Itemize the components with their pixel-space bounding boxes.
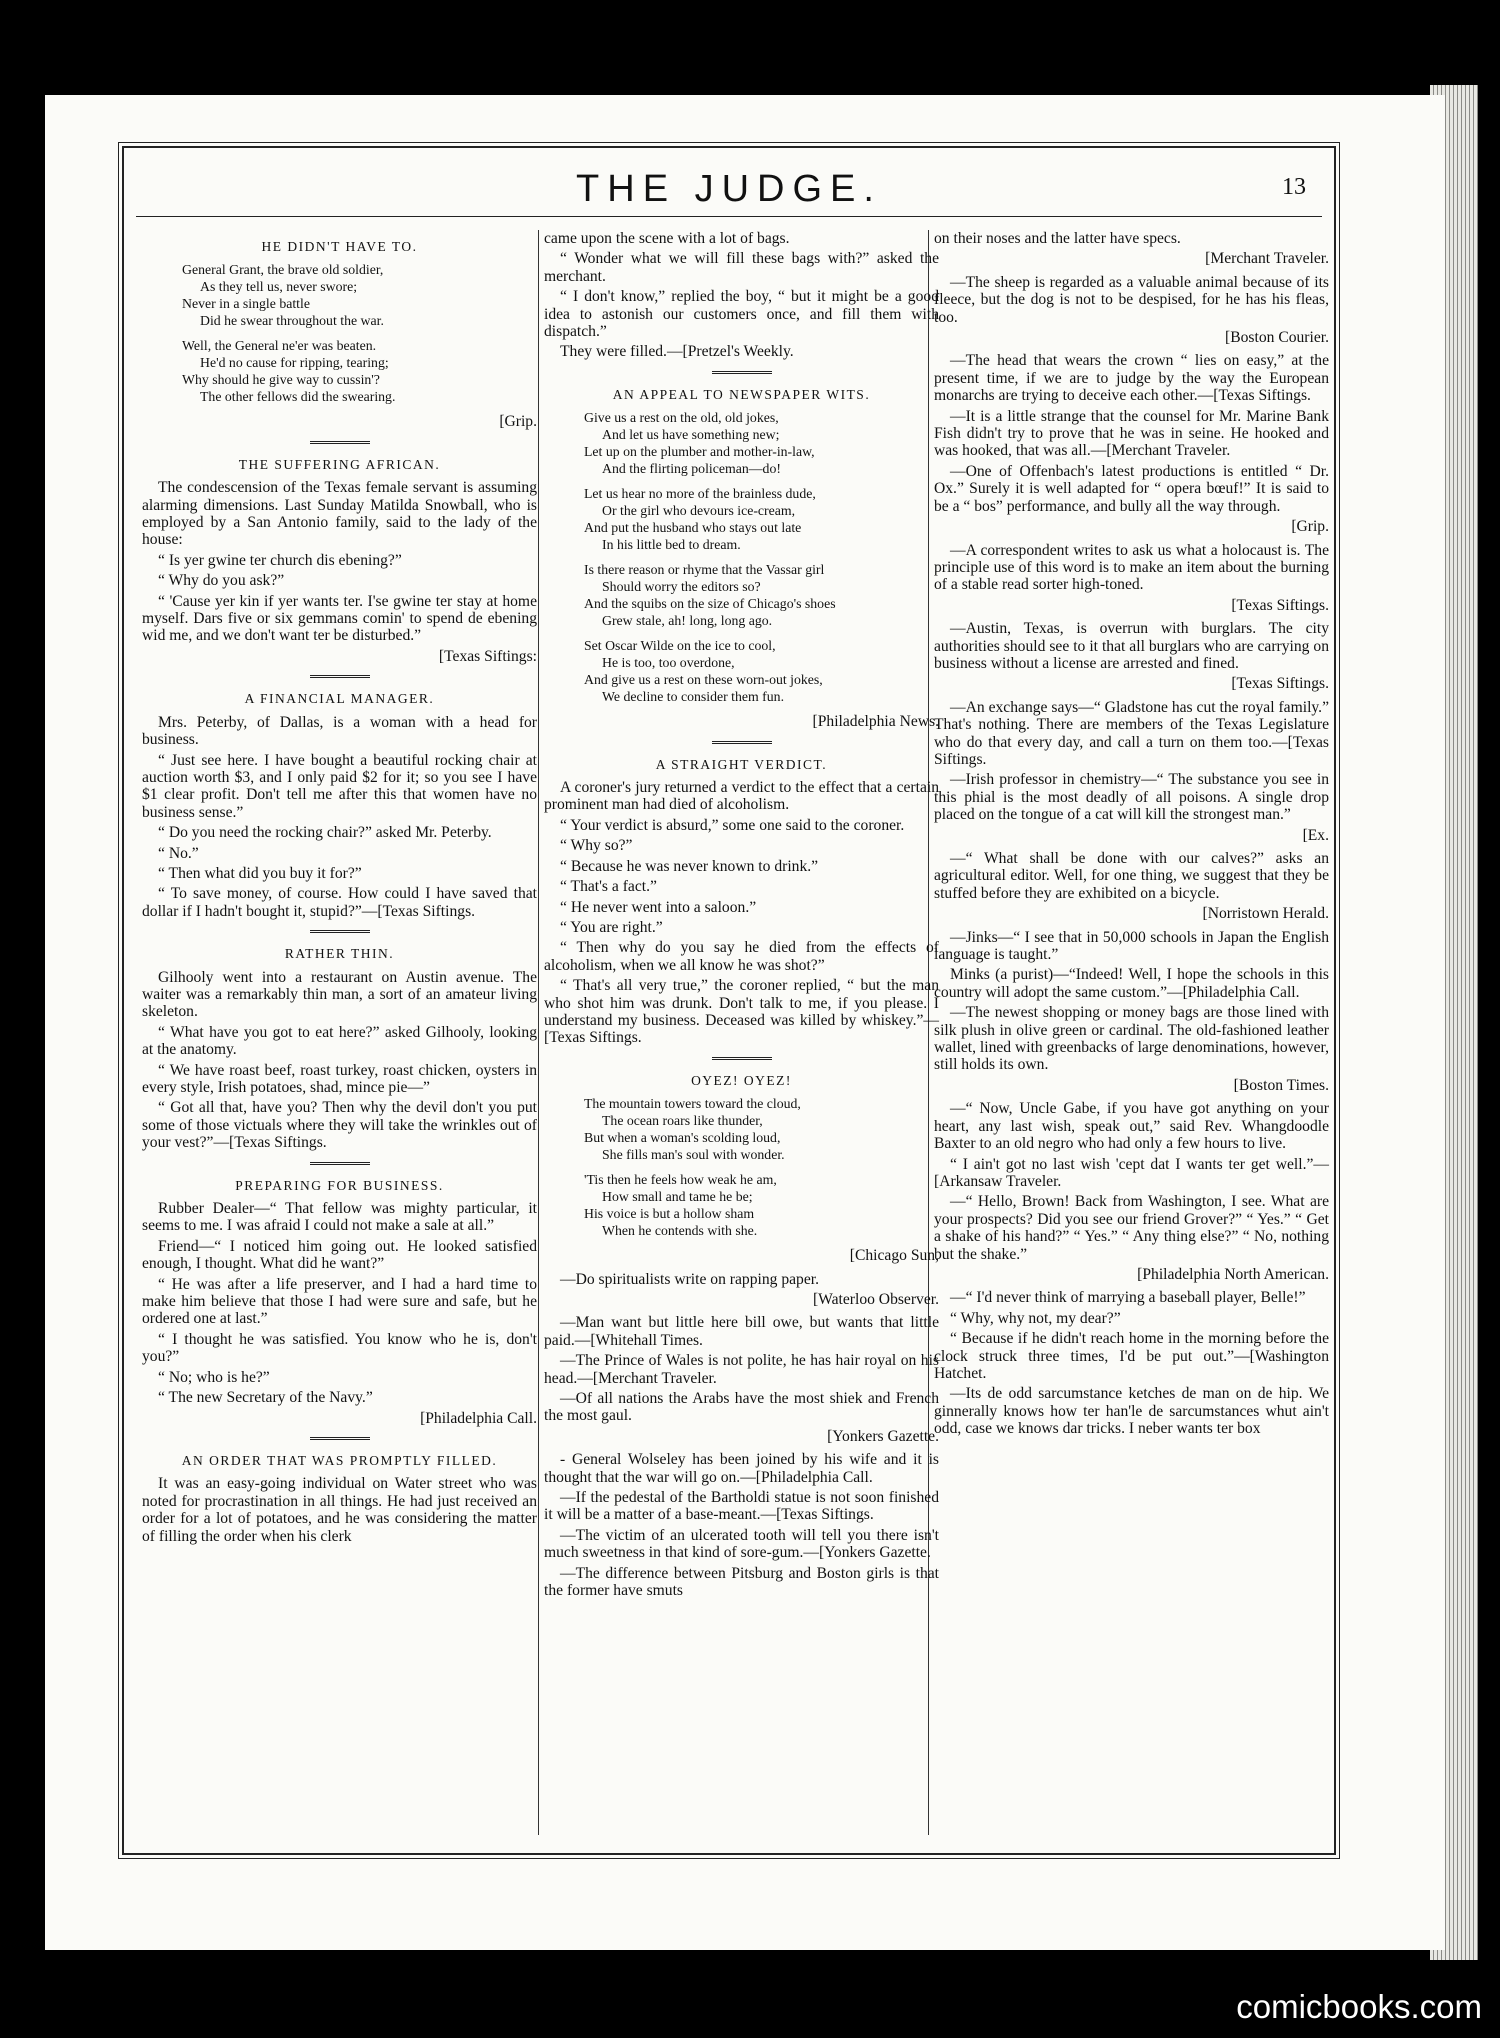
article-paragraph: “ I thought he was satisfied. You know who he is, don't you?” [142,1330,537,1366]
column-divider [538,230,539,1835]
section-separator [712,741,772,746]
poem-line: As they tell us, never swore; [200,279,358,295]
article-paragraph: —Irish professor in chemistry—“ The substance you see in this phial is the most deadly of all poisons. A single drop placed on the tongue of a cat will kill the strongest man.” [934,771,1329,824]
article-headline: OYEZ! OYEZ! [691,1072,792,1088]
poem-line: Should worry the editors so? [602,579,761,595]
article-paragraph: Friend—“ I noticed him going out. He looked satisfied enough, I thought. What did he want?” [142,1237,537,1273]
article-paragraph: —Austin, Texas, is overrun with burglars. The city authorities should see to it that all burglars who are carrying on business without a license are arrested and fined. [934,620,1329,672]
article-headline: RATHER THIN. [284,946,395,962]
article-paragraph: - General Wolseley has been joined by his wife and it is thought that the war will go on.—[Philadelphia Call. [544,1451,939,1486]
poem-stanza [584,637,939,705]
source-credit: [Texas Siftings: [438,647,537,665]
poem-line: Grew stale, ah! long, long ago. [602,613,773,629]
poem-line: The mountain towers toward the cloud, [584,1096,801,1112]
article-paragraph: —One of Offenbach's latest productions is entitled “ Dr. Ox.” Surely it is well adapted for “ opera bœuf!” It is said to be a “ bos” performance, and bully all the way through. [934,462,1329,515]
poem-line: We decline to consider them fun. [602,689,785,705]
article-headline: A FINANCIAL MANAGER. [244,691,435,707]
section-separator [712,1057,772,1062]
poem-line: Is there reason or rhyme that the Vassar girl [584,562,825,578]
article-paragraph: “ Why do you ask?” [158,572,285,590]
site-watermark: comicbooks.com [1236,1988,1482,2025]
poem-line: 'Tis then he feels how weak he am, [584,1172,777,1188]
poem [584,1095,939,1239]
article-paragraph: Rubber Dealer—“ That fellow was mighty particular, it seems to me. I was afraid I could not make a sale at all.” [142,1200,537,1235]
column-2 [544,230,939,1602]
page-frame [122,146,1336,1855]
article-paragraph: Minks (a purist)—“Indeed! Well, I hope the schools in this country will adopt the same custom.”—[Philadelphia Call. [934,966,1329,1001]
poem-line: Set Oscar Wilde on the ice to cool, [584,638,776,654]
article-paragraph: “ Then what did you buy it for?” [158,864,362,882]
article-paragraph: —It is a little strange that the counsel for Mr. Marine Bank Fish didn't try to prove that he was in seine. He hooked and was hooked, that was all.—[Merchant Traveler. [934,407,1329,460]
section-separator [310,441,370,446]
poem-line: When he contends with she. [602,1223,758,1239]
poem-line: She fills man's soul with wonder. [602,1147,785,1163]
poem-line: General Grant, the brave old soldier, [182,262,384,278]
article-paragraph: “ Because if he didn't reach home in the morning before the clock struck three times, I'd be put out.”—[Washington Hatchet. [934,1330,1329,1382]
article-paragraph: “ He was after a life preserver, and I had a hard time to make him believe that those I had were sure and safe, but he ordered one at last.” [142,1275,537,1328]
poem-line: Let us hear no more of the brainless dude, [584,486,816,502]
poem-line: How small and tame he be; [602,1189,753,1205]
poem-stanza [584,1095,939,1163]
article-paragraph: —“ Hello, Brown! Back from Washington, I see. What are your prospects? Did you see our friend Grover?” “ Yes.” “ Get a shake of his hand?” “ Yes.” “ Any thing else?” “ No, nothing but the shake.” [934,1193,1329,1263]
poem-stanza [584,409,939,477]
source-credit: [Norristown Herald. [1202,905,1329,923]
article-paragraph: “ Then why do you say he died from the effects of alcoholism, when we all know he was shot?” [544,939,939,974]
article-paragraph: “ Is yer gwine ter church dis ebening?” [158,551,402,569]
source-credit: [Waterloo Observer. [812,1290,939,1308]
article-paragraph: “ I don't know,” replied the boy, “ but it might be a good idea to astonish our customers once, and fill them with dispatch.” [544,288,939,341]
article-paragraph: “ That's all very true,” the coroner replied, “ but the man who shot him was drunk. Don't talk to me, if you please. I understand my business. Deceased was killed by whiskey.”—[Texas Siftings. [544,977,939,1047]
poem-line: Did he swear throughout the war. [200,313,384,329]
article-paragraph: —Jinks—“ I see that in 50,000 schools in Japan the English language is taught.” [934,928,1329,964]
source-credit: [Boston Times. [1233,1076,1329,1094]
source-credit: [Texas Siftings. [1231,596,1329,614]
article-paragraph: They were filled.—[Pretzel's Weekly. [560,343,794,361]
article-paragraph: “ No; who is he?” [158,1368,270,1386]
article-headline: THE SUFFERING AFRICAN. [238,456,441,472]
poem-stanza [584,561,939,629]
article-paragraph: “ Do you need the rocking chair?” asked Mr. Peterby. [158,824,492,842]
article-paragraph: —The victim of an ulcerated tooth will tell you there isn't much sweetness in that kind of sore-gum.—[Yonkers Gazette. [544,1526,939,1562]
poem [584,409,939,705]
masthead-title: THE JUDGE. [576,168,882,210]
article-paragraph: “ You are right.” [560,918,663,936]
article-paragraph: on their noses and the latter have specs. [934,230,1181,247]
poem [182,261,537,405]
source-credit: [Ex. [1302,826,1329,844]
article-paragraph: Mrs. Peterby, of Dallas, is a woman with a head for business. [142,713,537,749]
article-paragraph: It was an easy-going individual on Water street who was noted for procrastination in all things. He had just received an order for a lot of potatoes, and he was considering the matter of filling the order when his clerk [142,1475,537,1545]
poem-line: But when a woman's scolding loud, [584,1130,781,1146]
article-paragraph: —“ Now, Uncle Gabe, if you have got anything on your heart, any last wish, speak out,” said Rev. Whangdoodle Baxter to an old negro who had only a few hours to live. [934,1100,1329,1153]
article-paragraph: —The difference between Pitsburg and Boston girls is that the former have smuts [544,1564,939,1600]
poem-line: The other fellows did the swearing. [200,389,396,405]
poem-line: And the squibs on the size of Chicago's shoes [584,596,836,612]
article-paragraph: —“ I'd never think of marrying a baseball player, Belle!” [950,1289,1306,1307]
article-paragraph: “ Why, why not, my dear?” [950,1309,1121,1327]
article-paragraph: —The head that wears the crown “ lies on easy,” at the present time, if we are to judge by the way the European monarchs are trying to deceive each other.—[Texas Siftings. [934,352,1329,405]
article-paragraph: “ No.” [158,844,199,862]
article-paragraph: —If the pedestal of the Bartholdi statue is not soon finished it will be a matter of a base-meant.—[Texas Siftings. [544,1489,939,1524]
article-paragraph: “ Just see here. I have bought a beautiful rocking chair at auction worth $3, and I only paid $2 for it; so you see I have $1 clear profit. Don't tell me after this that women have no business sense.” [142,751,537,821]
article-paragraph: Gilhooly went into a restaurant on Austin avenue. The waiter was a remarkably thin man, a sort of an amateur living skeleton. [142,968,537,1021]
section-separator [310,1162,370,1167]
poem-line: His voice is but a hollow sham [584,1206,755,1222]
article-headline: PREPARING FOR BUSINESS. [235,1177,444,1193]
article-paragraph: —The newest shopping or money bags are those lined with silk plush in olive green or cardinal. The old-fashioned leather wallet, lined with greenbacks of large denominations, however, still holds its own. [934,1004,1329,1074]
article-paragraph: “ I ain't got no last wish 'cept dat I wants ter get well.”—[Arkansaw Traveler. [934,1155,1329,1190]
article-paragraph: “ The new Secretary of the Navy.” [158,1389,373,1407]
article-paragraph: A coroner's jury returned a verdict to the effect that a certain prominent man had died of alcoholism. [544,779,939,814]
source-credit: [Merchant Traveler. [1205,250,1329,268]
article-headline: A STRAIGHT VERDICT. [655,756,828,772]
poem-line: Give us a rest on the old, old jokes, [584,410,779,426]
poem-line: And put the husband who stays out late [584,520,802,536]
source-credit: [Yonkers Gazette. [827,1427,939,1445]
section-separator [310,1437,370,1442]
poem-stanza [584,1171,939,1239]
source-credit: [Philadelphia Call. [420,1409,537,1427]
article-headline: HE DIDN'T HAVE TO. [261,239,418,254]
article-paragraph: —The Prince of Wales is not polite, he has hair royal on his head.—[Merchant Traveler. [544,1352,939,1387]
article-paragraph: “ He never went into a saloon.” [560,898,757,916]
source-credit: [Texas Siftings. [1231,675,1329,693]
article-headline: AN ORDER THAT WAS PROMPTLY FILLED. [181,1452,498,1468]
article-paragraph: “ To save money, of course. How could I have saved that dollar if I hadn't bought it, stupid?”—[Texas Siftings. [142,885,537,920]
source-credit: [Grip. [1291,518,1329,536]
article-paragraph: —Do spiritualists write on rapping paper. [560,1270,819,1288]
article-paragraph: “ What have you got to eat here?” asked Gilhooly, looking at the anatomy. [142,1023,537,1059]
article-paragraph: “ Why so?” [560,837,633,855]
article-paragraph: “ That's a fact.” [560,878,657,896]
poem-line: Or the girl who devours ice-cream, [602,503,796,519]
poem-line: Well, the General ne'er was beaten. [182,338,377,354]
article-paragraph: came upon the scene with a lot of bags. [544,230,790,247]
section-separator [310,930,370,935]
section-separator [310,675,370,680]
masthead-rule [136,216,1322,217]
source-credit: [Chicago Sun, [849,1247,939,1265]
article-paragraph: “ Your verdict is absurd,” some one said to the coroner. [560,816,905,834]
source-credit: [Philadelphia News. [812,713,939,731]
poem-line: And let us have something new; [602,427,780,443]
article-paragraph: —Man want but little here bill owe, but wants that little paid.—[Whitehall Times. [544,1314,939,1349]
source-credit: [Boston Courier. [1225,329,1329,347]
poem-line: Let up on the plumber and mother-in-law, [584,444,815,460]
article-paragraph: —Of all nations the Arabs have the most shiek and French the most gaul. [544,1390,939,1425]
article-paragraph: —“ What shall be done with our calves?” asks an agricultural editor. Well, for one thing, we suggest that they be stuffed before they are exhibited on a bicycle. [934,850,1329,902]
column-1 [142,230,537,1548]
article-paragraph: —The sheep is regarded as a valuable animal because of its fleece, but the dog is not to be despised, for he has his fleas, too. [934,273,1329,326]
poem-line: In his little bed to dream. [602,537,741,553]
article-paragraph: “ 'Cause yer kin if yer wants ter. I'se gwine ter stay at home myself. Dars five or six gemmans comin' to spend de ebening wid me, and we don't want ter be disturbed.” [142,592,537,645]
article-paragraph: —A correspondent writes to ask us what a holocaust is. The principle use of this word is to make an item about the burning of a stable read sorter high-toned. [934,541,1329,594]
article-paragraph: “ Because he was never known to drink.” [560,857,819,875]
article-paragraph: “ Wonder what we will fill these bags with?” asked the merchant. [544,250,939,285]
poem-line: The ocean roars like thunder, [602,1113,763,1129]
source-credit: [Philadelphia North American. [1137,1265,1329,1283]
article-headline: AN APPEAL TO NEWSPAPER WITS. [612,386,871,402]
column-3 [934,230,1329,1441]
page-number: 13 [1282,174,1306,200]
poem-line: And give us a rest on these worn-out jokes, [584,672,823,688]
poem-stanza [584,485,939,553]
poem-line: Never in a single battle [182,296,310,312]
poem-line: He'd no cause for ripping, tearing; [200,355,389,371]
article-paragraph: —Its de odd sarcumstance ketches de man on de hip. We ginnerally knows how ter han'le de sarcumstances whut ain't odd, case we knows dar tricks. I neber wants ter box [934,1385,1329,1438]
poem-line: Why should he give way to cussin'? [182,372,380,388]
poem-line: And the flirting policeman—do! [602,461,781,477]
article-paragraph: “ Got all that, have you? Then why the devil don't you put some of those victuals where they will take the wrinkles out of your vest?”—[Texas Siftings. [142,1099,537,1152]
article-paragraph: “ We have roast beef, roast turkey, roast chicken, oysters in every style, Irish potatoes, shad, mince pie—” [142,1061,537,1096]
poem-stanza [182,261,537,329]
article-paragraph: The condescension of the Texas female servant is assuming alarming dimensions. Last Sunday Matilda Snowball, who is employed by a San Antonio family, said to the lady of the house: [142,479,537,549]
section-separator [712,371,772,376]
poem-line: He is too, too overdone, [602,655,735,671]
article-paragraph: —An exchange says—“ Gladstone has cut the royal family.” That's nothing. There are members of the Texas Legislature who do that every day, and call a turn on them too.—[Texas Siftings. [934,698,1329,768]
source-credit: [Grip. [499,413,537,431]
poem-stanza [182,337,537,405]
